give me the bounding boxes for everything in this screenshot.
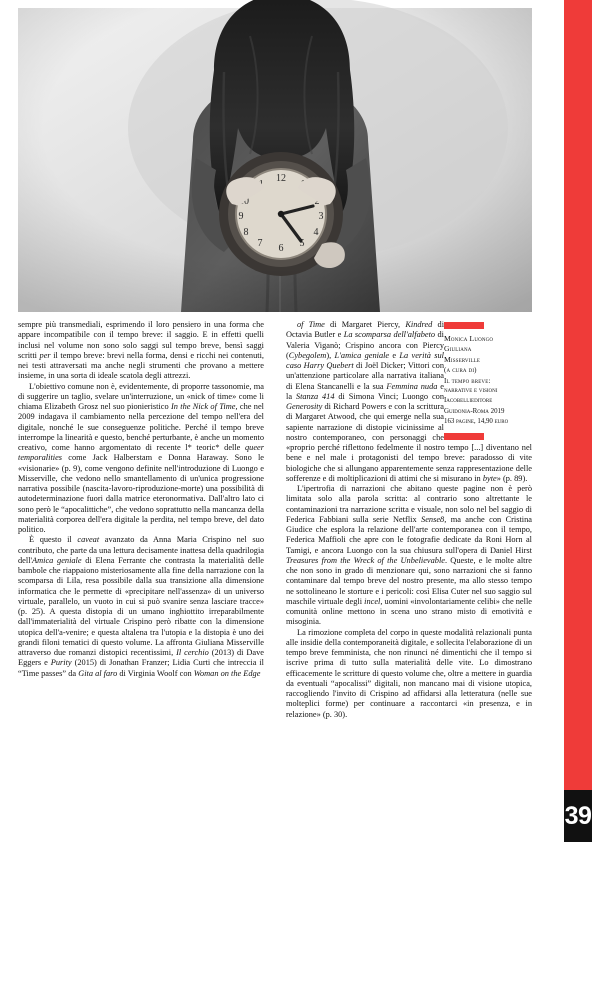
paragraph: È questo il caveat avanzato da Anna Maria Crispino nel suo contributo, che parte da una lettura decisamente inattesa della quadrilogia dell'Amica geniale di Elena Ferrante che contrasta la materialità delle bambole che riappaiono misteriosamente alla fine della narrazione con la scomparsa di Lila, resa possibile dalla sua transizione alla dimensione informatica che le permette di «precipitare nell'assenza» di un universo virtuale, parallelo, un vuoto in cui si può svanire senza lasciare tracce» (p. 25). A questa distopia di un umano inghiottito irreparabilmente dall'immaterialità del virtuale Crispino però ribatte con la dimensione utopica dell'a-venire; e questa altalena tra l'utopia e la distopia è uno dei grandi filoni tematici di questo volume. La affronta Giuliana Misserville attraverso due romanzi distopici recentissimi, Il cerchio (2013) di Dave Eggers e Purity (2015) di Jonathan Franzer; Lidia Curti che intreccia il “Time passes” da Gita al faro di Virginia Woolf con Woman on the Edge [18, 535, 265, 678]
article-photo [18, 8, 532, 312]
book-role: (a cura di) [444, 366, 477, 375]
book-box-rule-top [444, 322, 484, 329]
article-body [18, 320, 532, 820]
book-author-3: Misserville [444, 354, 481, 364]
book-info-box [444, 322, 532, 440]
page-number: 39 [564, 790, 592, 842]
book-author-2: Giuliana [444, 344, 472, 354]
book-extent-price: 163 pagine, 14,90 euro [444, 418, 509, 426]
book-place-year: Guidonia-Roma 2019 [444, 407, 505, 415]
book-subtitle: narrative e visioni [444, 387, 498, 395]
book-box-rule-bottom [444, 433, 484, 440]
section-label [568, 0, 580, 18]
paragraph: L'obiettivo comune non è, evidentemente, di proporre tassonomie, ma di suggerire un taglio, svelare un'interruzione, un «nick of time» come li chiama Elizabeth Grosz nel suo pionieristico In the Nick of Time, che nel 2009 indagava il cambiamento nella percezione del tempo nell'era del digitale, nonché le sue conseguenze politiche. Perché il tempo breve interrompe la linearità e questo, benché perturbante, è anche un momento creativo, come hanno argomentato di recente l* teoric* delle queer temporalities come Jack Halberstam e Donna Haraway. Sono le «visionarie» (p. 9), come vengono definite nell'introduzione di Luongo e Misserville, che vedono nello smantellamento di un'unica progressione narrativa possibile (nascita-lavoro-riproduzione-morte) una possibilità di autodeterminazione fuori dalla matrice eteronormativa. Dall'altro lato ci sono però le “apocalittiche”, che vedono soprattutto nella mancanza della materialità corporea dell'era digitale la perdita, nel tempo breve, del dato politico. [18, 381, 264, 534]
issue-label: Leggendaria 137 / settembre 2019 [569, 844, 580, 1004]
book-author-1: Monica Luongo [444, 334, 494, 343]
paragraph: of Time di Margaret Piercy, Kindred di Octavia Butler e La scomparsa dell'alfabeto di Valeria Viganò; Crispino ancora con Piercy (Cybegolem), L'amica geniale e La verità sul caso Harry Quebert di Joël Dicker; Vittori con un'attenzione particolare alla narrativa italiana di Elena Stancanelli e la sua Femmina nuda e la Stanza 414 di Simona Vinci; Luongo con Generosity di Richard Powers e con la scrittura di Margaret Atwood, che qui emerge nella sua sapiente narrazione di distopie vicinissime al nostro contemporaneo, con personaggi che «proprio perché riflettono fedelmente il nostro tempo [...] diventano nel bene e nel male i protagonisti del tempo breve: paradosso di vite biologiche che si allungano apparentemente senza rappresentazione delle sofferenze e di moltiplicazioni di attimi che si misurano in byte» (p. 89). [286, 320, 532, 483]
paragraph: sempre più transmediali, esprimendo il loro pensiero in una forma che appare incompatibile con il tempo breve: il saggio. E in effetti quelli inclusi nel volume non sono solo saggi sul tempo breve, bensì saggi scritti per il tempo breve: brevi nella forma, densi e ricchi nei contenuti, nei testi attraversati ma anche negli strumenti che provano a mettere insieme, in una sorta di ideale scatola degli attrezzi. [18, 320, 264, 381]
book-title: Il tempo breve: [444, 376, 491, 385]
paragraph: La rimozione completa del corpo in queste modalità relazionali punta alle insidie della contemporaneità digitale, e sollecita l'elaborazione di un tempo breve femminista, che non rinunci né dimentichi che il tempo si iscrive prima di tutto sulla materialità delle vite. Lo dimostrano efficacemente le scritture di questo volume che, oltre a mettere in guardia da eventuali “apocalissi” digitali, non mancano mai di visione utopica, raccogliendo l'invito di Crispino ad affidarsi alla letteratura (nelle sue molteplici forme) per continuare a raccontarci «in presenza, e in relazione» (p. 30). [286, 627, 532, 719]
paragraph: L'ipertrofia di narrazioni che abitano queste pagine non è però limitata solo alla parola scritta: al contrario sono altrettante le contaminazioni tra narrazione scritta e visuale, non solo nel bel saggio di Federica Fabbiani sulla serie Netflix Sense8, ma anche con Cristina Giudice che esplora la relazione dell'arte contemporanea con il tempo, Federica Maffioli che apre con le fotografie dedicate da Roni Horn al Tamigi, e ancora Luongo con la sua chiusura sull'opera di Daniel Hirst Treasures from the Wreck of the Unbelievable. Queste, e le molte altre che non sono in grado di menzionare qui, sono narrazioni che si fanno contaminare dal tempo breve del nostro presente, ma allo stesso tempo ne sottolineano le storture e i pericoli: così Elisa Cuter nel suo saggio sul maschile virtuale degli incel, uomini «involontariamente celibi» che nelle comunità online mettono in scena uno strano misto di emotività e misoginia. [286, 484, 532, 627]
section-rail [564, 0, 592, 1004]
text-column-left [18, 320, 264, 679]
text-column-right [286, 320, 532, 720]
book-publisher: Iacobellieditore [444, 397, 493, 405]
